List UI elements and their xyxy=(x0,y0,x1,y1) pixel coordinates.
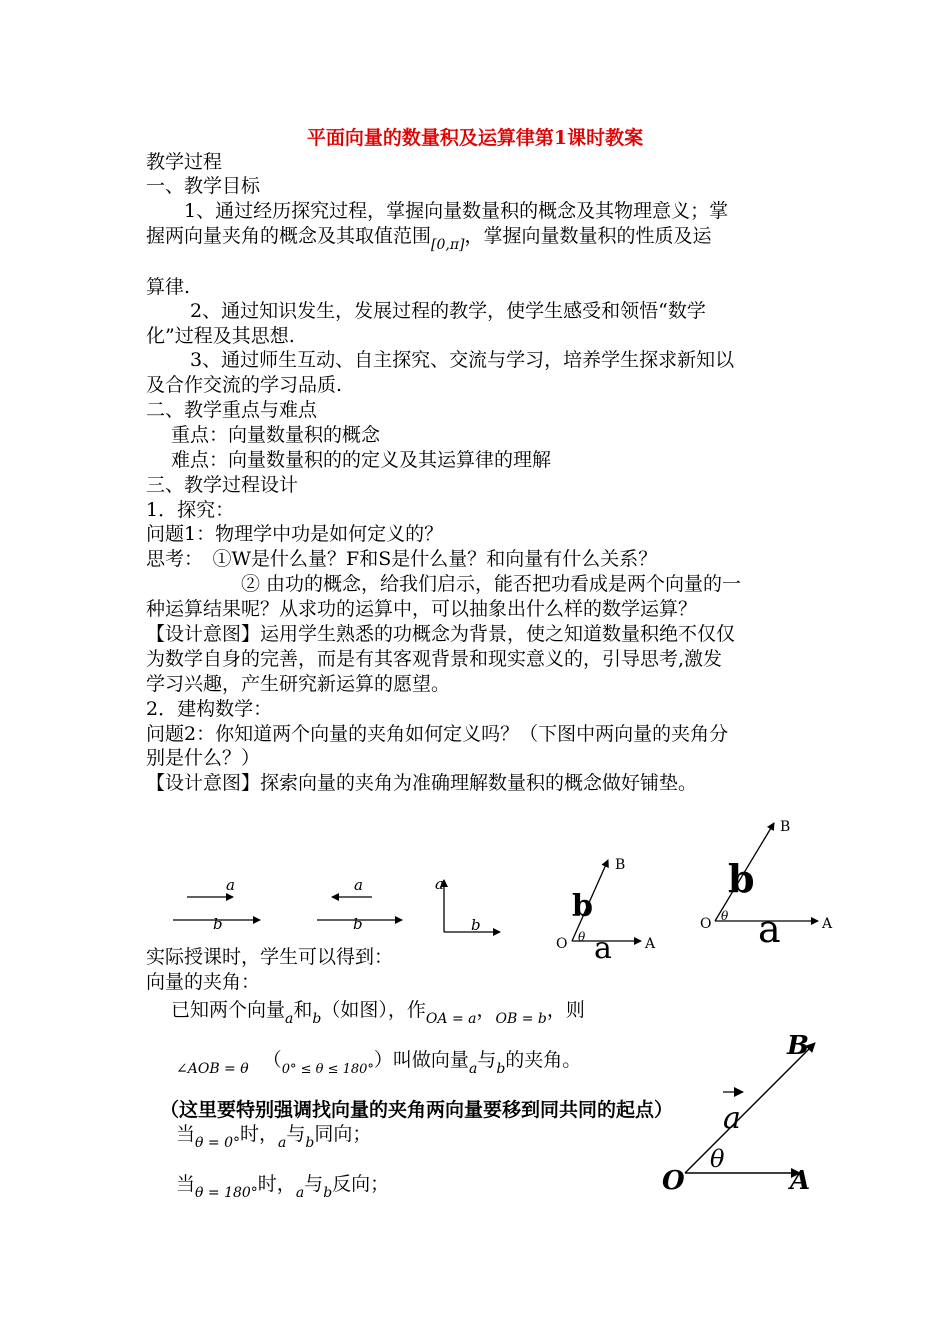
math-a: a xyxy=(285,1011,294,1027)
figure-opposite-direction xyxy=(317,876,402,933)
label-O: O xyxy=(662,1166,685,1196)
label-A: A xyxy=(790,1166,811,1196)
document-title: 平面向量的数量积及运算律第1课时教案 xyxy=(306,127,644,149)
section-heading: 三、教学过程设计 xyxy=(146,474,299,496)
vector-ob-arrow xyxy=(685,1043,815,1173)
text-line: 3、通过师生互动、自主探究、交流与学习，培养学生探求新知以 xyxy=(146,349,735,371)
math-condition: 0° ≤ θ ≤ 180° xyxy=(281,1062,374,1077)
section-heading: 二、教学重点与难点 xyxy=(146,399,318,421)
label-B: B xyxy=(780,819,791,835)
text-span: 与 xyxy=(477,1049,497,1071)
math-a: a xyxy=(278,1135,287,1151)
text-line: 问题1：物理学中功是如何定义的？ xyxy=(146,523,444,545)
text-span: 时， xyxy=(257,1173,296,1195)
text-line: 种运算结果呢？从求功的运算中，可以抽象出什么样的数学运算？ xyxy=(146,598,698,620)
text-line: 【设计意图】探索向量的夹角为准确理解数量积的概念做好铺垫。 xyxy=(146,772,698,794)
text-line: 1、通过经历探究过程，掌握向量数量积的概念及其物理意义；掌 xyxy=(146,200,729,222)
math-b: b xyxy=(496,1061,506,1077)
label-a-large: a xyxy=(594,931,612,966)
math-oa: OA = a xyxy=(425,1011,477,1027)
label-a: a xyxy=(226,876,235,894)
text-span: （ xyxy=(262,1049,282,1071)
label-theta: θ xyxy=(578,930,586,944)
text-line: 学习兴趣，产生研究新运算的愿望。 xyxy=(146,673,451,695)
text-span: ）叫做向量 xyxy=(373,1049,469,1071)
math-a: a xyxy=(295,1185,305,1201)
math-b: b xyxy=(323,1185,333,1201)
label-b-large: b xyxy=(728,856,755,901)
text-line xyxy=(176,1048,581,1075)
math-theta-0: θ = 0° xyxy=(195,1135,240,1151)
label-B: B xyxy=(615,857,626,873)
text-span: 握两向量夹角的概念及其取值范围 xyxy=(146,225,432,247)
label-a: a xyxy=(354,876,363,894)
math-angle: ∠AOB = θ xyxy=(176,1061,249,1077)
math-range: [0,π] xyxy=(431,237,465,253)
text-line: 【设计意图】运用学生熟悉的功概念为背景，使之知道数量积绝不仅仅 xyxy=(146,623,736,645)
label-theta: θ xyxy=(721,909,729,923)
label-O: O xyxy=(556,936,568,952)
text-span: 与 xyxy=(286,1123,306,1145)
label-B: B xyxy=(787,1031,809,1061)
text-span: 和 xyxy=(293,999,313,1021)
text-line xyxy=(146,998,585,1027)
text-line: 别是什么？） xyxy=(146,747,261,769)
text-span: 与 xyxy=(304,1173,324,1195)
label-a: a xyxy=(723,1101,741,1136)
text-line: 实际授课时，学生可以得到： xyxy=(146,946,394,968)
emphasis-note: （这里要特别强调找向量的夹角两向量要移到同共同的起点） xyxy=(160,1099,674,1121)
math-theta-180: θ = 180° xyxy=(195,1185,258,1201)
text-span: 当 xyxy=(176,1173,196,1195)
figure-angle-2 xyxy=(700,819,833,951)
text-line: 教学过程 xyxy=(146,151,223,173)
text-span: 的夹角。 xyxy=(505,1049,582,1071)
text-line: 重点：向量数量积的概念 xyxy=(146,424,381,446)
text-line: 化”过程及其思想. xyxy=(146,325,295,347)
label-A: A xyxy=(645,936,656,952)
text-line: ② 由功的概念，给我们启示，能否把功看成是两个向量的一 xyxy=(146,573,742,595)
math-a: a xyxy=(468,1061,478,1077)
text-line: 为数学自身的完善，而是有其客观背景和现实意义的，引导思考,激发 xyxy=(146,648,723,670)
text-span: ，掌握向量数量积的性质及运 xyxy=(464,225,712,247)
text-line: 2、通过知识发生，发展过程的教学，使学生感受和领悟“数学 xyxy=(146,300,706,322)
math-b: b xyxy=(312,1011,322,1027)
text-line xyxy=(176,1172,390,1201)
text-line: 1．探究： xyxy=(146,499,235,521)
text-span: 已知两个向量 xyxy=(146,999,286,1021)
math-b: b xyxy=(305,1135,315,1151)
text-span: 同向； xyxy=(314,1123,372,1145)
text-line: 一、教学目标 xyxy=(146,175,261,197)
label-O: O xyxy=(700,916,712,932)
text-line: 难点：向量数量积的的定义及其运算律的理解 xyxy=(146,449,552,471)
text-span: （如图），作 xyxy=(321,999,426,1021)
label-A: A xyxy=(822,916,833,932)
text-line: 算律. xyxy=(146,276,191,298)
text-span: 当 xyxy=(176,1123,196,1145)
text-span: ，则 xyxy=(546,999,585,1021)
text-line: 向量的夹角： xyxy=(146,971,261,993)
text-span: 反向； xyxy=(332,1173,390,1195)
text-line: 2．建构数学： xyxy=(146,698,273,720)
text-line: 及合作交流的学习品质. xyxy=(146,374,343,396)
text-line: 问题2：你知道两个向量的夹角如何定义吗？（下图中两向量的夹角分 xyxy=(146,723,729,745)
figure-same-direction xyxy=(173,876,260,933)
angle-oab-figure xyxy=(650,1030,830,1200)
label-b: b xyxy=(471,916,481,934)
text-span: 时， xyxy=(239,1123,278,1145)
label-a: a xyxy=(435,875,444,893)
text-span: ， xyxy=(476,999,496,1021)
label-theta: θ xyxy=(710,1145,725,1173)
text-line xyxy=(176,1122,372,1151)
text-line xyxy=(146,224,712,253)
text-line: 思考： ①W是什么量？F和S是什么量？和向量有什么关系？ xyxy=(146,548,658,570)
label-b-large: b xyxy=(572,889,593,924)
figure-acute-angle xyxy=(556,857,656,966)
label-b: b xyxy=(213,915,223,933)
math-ob: OB = b xyxy=(495,1011,547,1027)
figure-perpendicular xyxy=(435,875,500,934)
label-a-large: a xyxy=(758,907,781,951)
label-b: b xyxy=(353,915,363,933)
